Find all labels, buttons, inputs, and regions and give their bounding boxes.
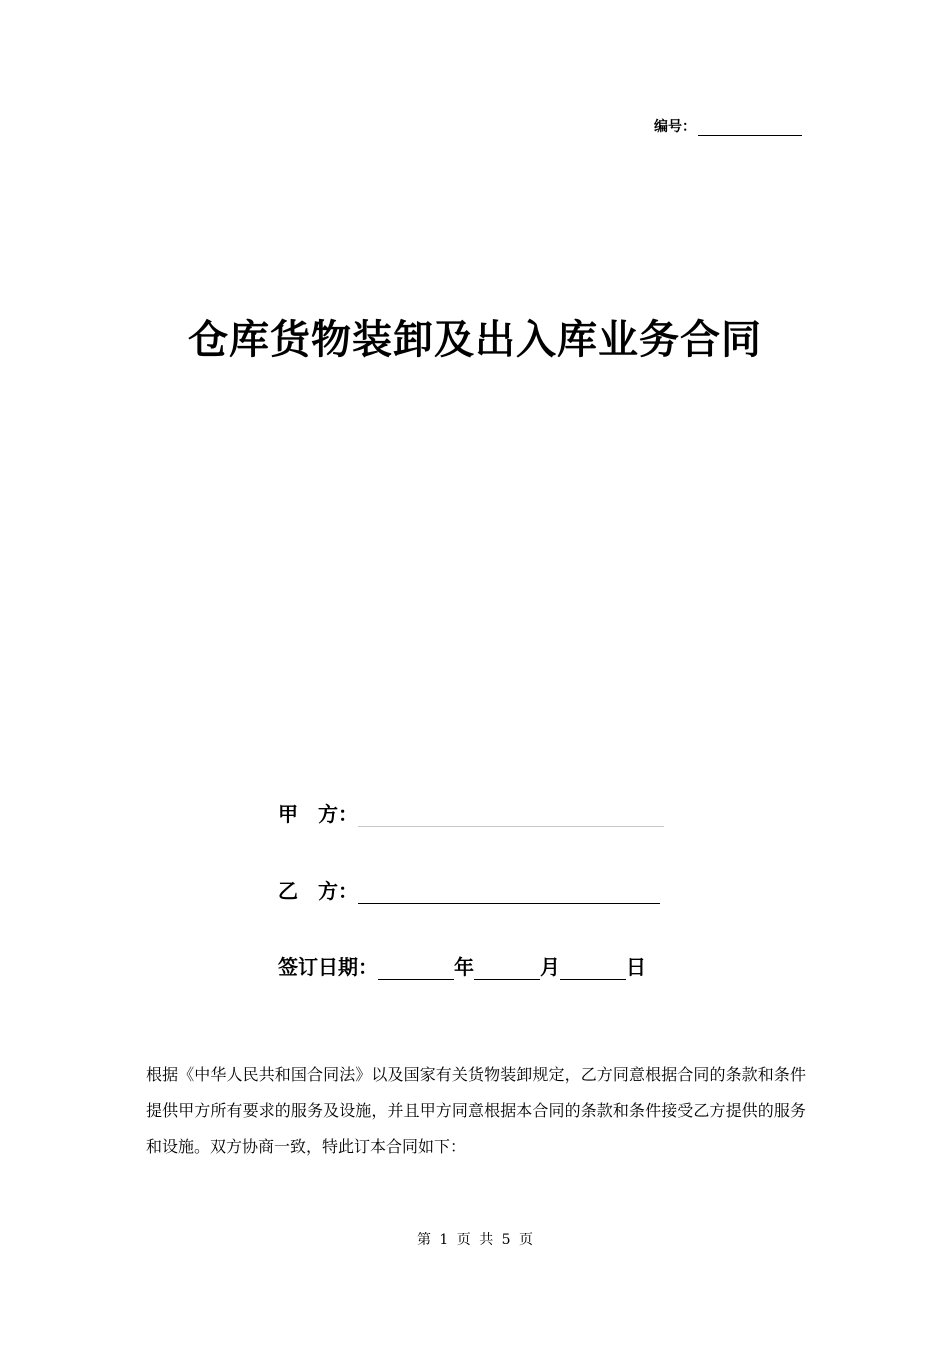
month-blank	[474, 959, 540, 980]
party-b-blank	[358, 883, 660, 904]
party-b-label: 乙 方：	[278, 879, 358, 903]
page-footer: 第 1 页 共 5 页	[416, 1232, 534, 1248]
page-title: 仓库货物装卸及出入库业务合同	[188, 316, 762, 363]
contract-number-blank	[698, 119, 802, 136]
year-label: 年	[454, 955, 474, 979]
party-a-row	[278, 798, 664, 827]
day-label: 日	[626, 955, 646, 979]
party-b-row	[278, 875, 660, 904]
contract-number-field	[654, 116, 802, 136]
sign-date-label: 签订日期：	[278, 955, 378, 979]
sign-date-row	[278, 951, 646, 980]
day-blank	[560, 959, 626, 980]
party-a-blank	[358, 806, 664, 827]
year-blank	[378, 959, 454, 980]
contract-preamble: 根据《中华人民共和国合同法》以及国家有关货物装卸规定，乙方同意根据合同的条款和条件提供甲方所有要求的服务及设施，并且甲方同意根据本合同的条款和条件接受乙方提供的服务和设施。双方协商一致，特此订本合同如下：	[146, 1065, 806, 1156]
contract-number-label: 编号：	[654, 119, 696, 135]
party-a-label: 甲 方：	[278, 802, 358, 826]
month-label: 月	[540, 955, 560, 979]
